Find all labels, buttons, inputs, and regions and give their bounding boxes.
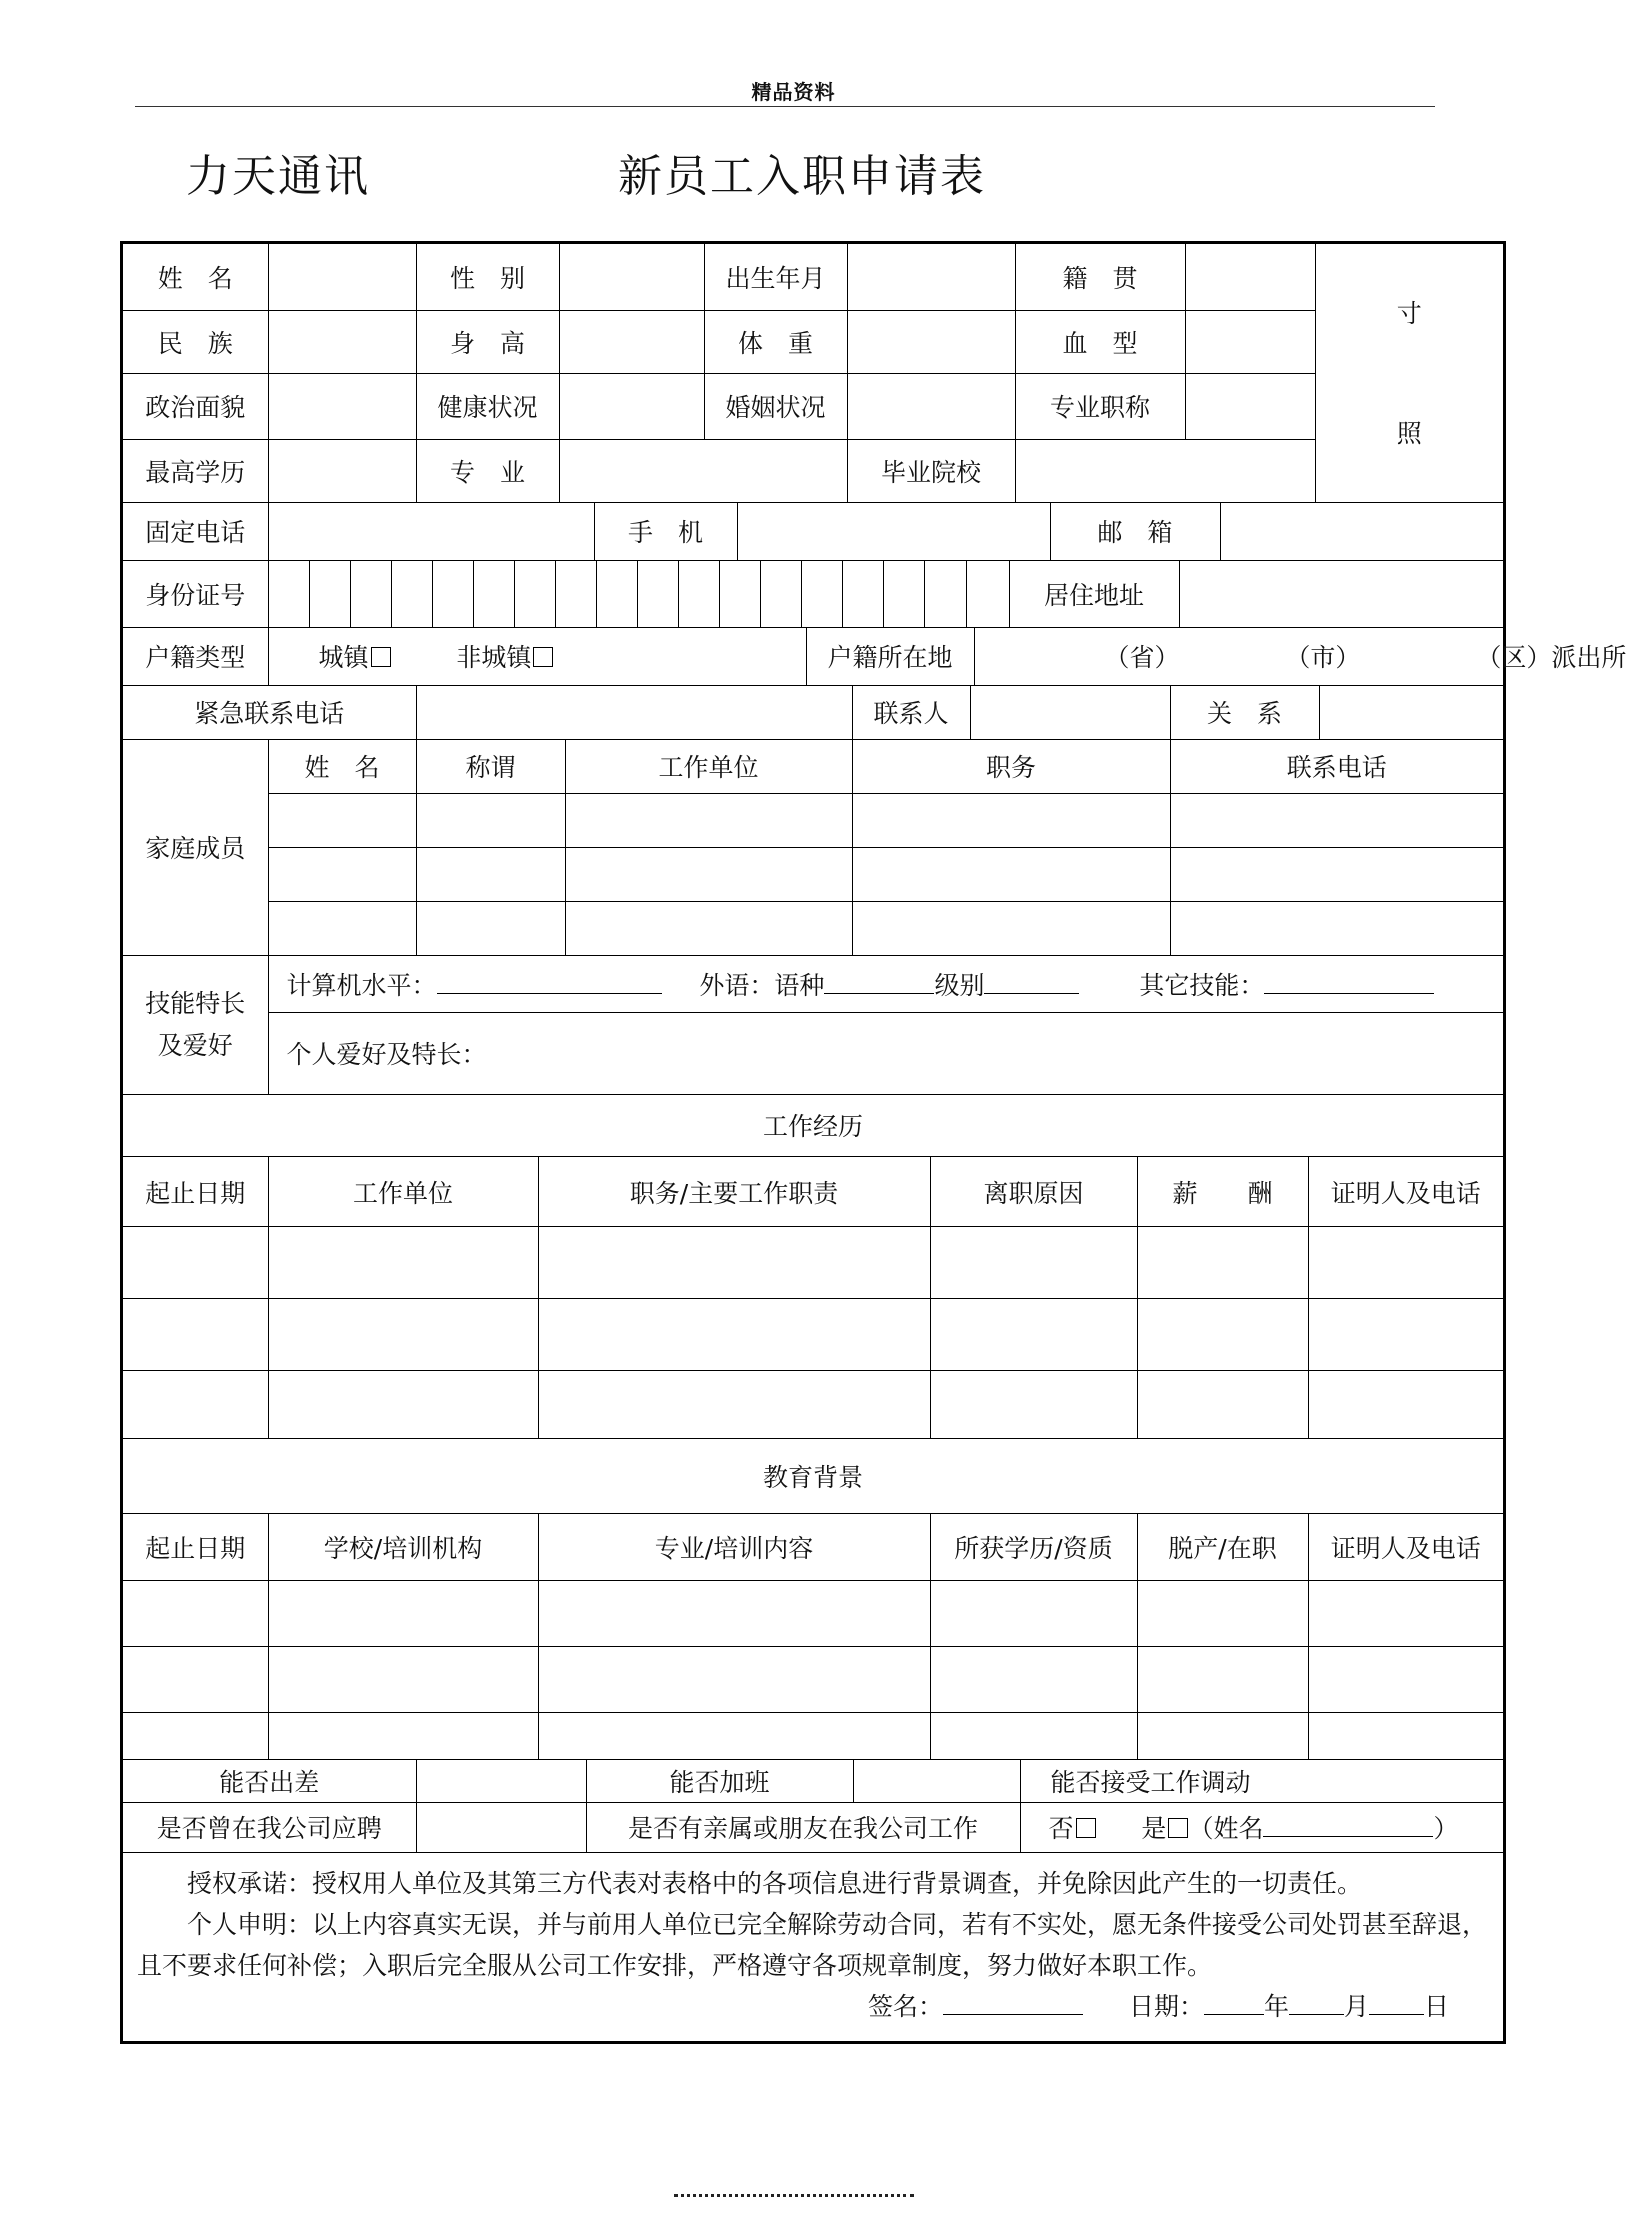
no-option-label: 否 [1048,1814,1074,1844]
relative-name-label: （姓名 [1188,1814,1264,1844]
signature-line [137,1986,1489,2027]
family-cell[interactable] [416,794,565,848]
footer-dots [674,2194,914,2197]
applied-label: 是否曾在我公司应聘 [123,1803,416,1852]
table-row [123,1712,1503,1759]
work-cell[interactable] [1308,1227,1503,1299]
family-label: 家庭成员 [123,740,268,956]
language-label: 外语：语种 [699,970,825,1000]
travel-field[interactable] [416,1760,586,1803]
hukou-type-options [268,628,806,686]
yes-option-label: 是 [1141,1814,1167,1844]
edu-cell[interactable] [930,1646,1137,1712]
edu-cell[interactable] [1137,1646,1308,1712]
table-row [123,1580,1503,1646]
skills-table [123,956,1503,1095]
table-row [123,1299,1503,1371]
declaration-text: 个人申明：以上内容真实无误，并与前用人单位已完全解除劳动合同，若有不实处，愿无条件接受公司处罚甚至辞退，且不要求任何补偿；入职后完全服从公司工作安排，严格遵守各项规章制度，努力做好本职工作。 [137,1909,1488,1980]
family-col-relation: 称谓 [416,740,565,794]
computer-field[interactable] [437,969,662,994]
work-cell[interactable] [268,1299,538,1371]
no-checkbox[interactable] [1076,1818,1096,1838]
photo-label-2: 照 [1396,419,1422,448]
edu-cell[interactable] [1308,1580,1503,1646]
name-field[interactable] [268,244,416,310]
edu-cell[interactable] [1137,1712,1308,1759]
sign-label: 签名： [868,1991,944,2021]
id-digit-box[interactable] [309,561,350,627]
education-label: 最高学历 [123,439,268,502]
table-row [123,1227,1503,1299]
work-cell[interactable] [1137,1227,1308,1299]
work-cell[interactable] [1308,1371,1503,1439]
skills-line [268,956,1503,1012]
id-digit-box[interactable] [924,561,966,627]
level-label: 级别 [934,970,985,1000]
photo-box[interactable] [1315,244,1503,502]
family-table [123,740,1503,957]
overtime-label: 能否加班 [586,1760,853,1803]
table-row [123,902,1503,956]
work-cell[interactable] [930,1371,1137,1439]
year-field[interactable] [1204,1990,1264,2015]
level-field[interactable] [984,969,1079,994]
health-label: 健康状况 [416,373,559,439]
contact-label: 联系人 [852,686,970,739]
family-cell[interactable] [852,794,1170,848]
other-skills-label: 其它技能： [1139,970,1265,1000]
id-digit-box[interactable] [801,561,842,627]
table-row [123,1646,1503,1712]
relatives-label: 是否有亲属或朋友在我公司工作 [586,1803,1020,1852]
work-col-employer: 工作单位 [268,1157,538,1227]
other-skills-field[interactable] [1264,969,1434,994]
family-col-name: 姓 名 [268,740,416,794]
day-label: 日 [1423,1991,1449,2021]
family-cell[interactable] [852,848,1170,902]
emergency-label: 紧急联系电话 [123,686,416,739]
id-table [123,561,1503,628]
work-cell[interactable] [123,1299,268,1371]
edu-col-dates: 起止日期 [123,1513,268,1580]
id-digit-box[interactable] [268,561,309,627]
native-field[interactable] [1185,244,1315,310]
basic-info-table [123,244,1503,503]
skills-label-line2: 及爱好 [157,1030,233,1060]
mobile-field[interactable] [737,503,1050,561]
non-urban-option-label: 非城镇 [456,643,532,673]
work-cell[interactable] [268,1371,538,1439]
work-cell[interactable] [930,1227,1137,1299]
address-field[interactable] [1179,561,1503,627]
edu-cell[interactable] [123,1580,268,1646]
id-digit-box[interactable] [514,561,555,627]
edu-cell[interactable] [1137,1580,1308,1646]
edu-col-reference: 证明人及电话 [1308,1513,1503,1580]
relation-label: 关 系 [1170,686,1319,739]
skills-label-line1: 技能特长 [145,988,246,1018]
edu-cell[interactable] [268,1646,538,1712]
gender-field[interactable] [559,244,704,310]
relatives-options [1020,1803,1503,1852]
work-col-salary: 薪 酬 [1137,1157,1308,1227]
family-col-position: 职务 [852,740,1170,794]
id-digit-box[interactable] [966,561,1009,627]
province-label: （省） [1104,643,1180,673]
edu-col-content: 专业/培训内容 [538,1513,930,1580]
work-cell[interactable] [268,1227,538,1299]
work-cell[interactable] [123,1227,268,1299]
family-cell[interactable] [416,902,565,956]
month-label: 月 [1343,1991,1369,2021]
blood-label: 血 型 [1015,310,1185,373]
education-field[interactable] [268,439,416,502]
phone-label: 固定电话 [123,503,268,561]
hukou-location-field[interactable] [974,628,1626,686]
misc-table-2 [123,1803,1503,1853]
transfer-label: 能否接受工作调动 [1020,1760,1503,1803]
photo-label-1: 寸 [1396,299,1422,328]
hukou-location-label: 户籍所在地 [806,628,974,686]
work-col-duties: 职务/主要工作职责 [538,1157,930,1227]
id-digit-box[interactable] [678,561,719,627]
work-cell[interactable] [538,1227,930,1299]
language-field[interactable] [824,969,934,994]
blood-field[interactable] [1185,310,1315,373]
title-label: 专业职称 [1015,373,1185,439]
native-label: 籍 贯 [1015,244,1185,310]
id-digit-box[interactable] [719,561,760,627]
id-digit-box[interactable] [391,561,432,627]
table-row [123,1371,1503,1439]
birth-field[interactable] [847,244,1015,310]
id-digit-box[interactable] [883,561,924,627]
family-cell[interactable] [268,848,416,902]
id-label: 身份证号 [123,561,268,627]
family-cell[interactable] [1170,902,1503,956]
non-urban-checkbox[interactable] [533,647,553,667]
form-title: 新员工入职申请表 [618,151,986,202]
family-cell[interactable] [852,902,1170,956]
address-label: 居住地址 [1009,561,1179,627]
applied-field[interactable] [416,1803,586,1852]
family-col-phone: 联系电话 [1170,740,1503,794]
family-col-employer: 工作单位 [565,740,852,794]
edu-cell[interactable] [123,1646,268,1712]
work-cell[interactable] [123,1371,268,1439]
edu-cell[interactable] [123,1712,268,1759]
misc-table [123,1760,1503,1804]
id-digit-box[interactable] [350,561,391,627]
edu-col-degree: 所获学历/资质 [930,1513,1137,1580]
id-digit-box[interactable] [760,561,801,627]
hobby-line[interactable] [268,1012,1503,1094]
work-cell[interactable] [538,1299,930,1371]
school-label: 毕业院校 [847,439,1015,502]
marital-field[interactable] [847,373,1015,439]
major-field[interactable] [559,439,847,502]
company-name: 力天通讯 [186,151,370,202]
city-label: （市） [1285,643,1361,673]
authorization-text: 授权承诺：授权用人单位及其第三方代表对表格中的各项信息进行背景调查，并免除因此产生的一切责任。 [187,1868,1363,1898]
work-table [123,1095,1503,1440]
relative-name-close: ） [1433,1814,1459,1844]
edu-cell[interactable] [268,1712,538,1759]
edu-cell[interactable] [538,1580,930,1646]
header-rule [135,106,1435,107]
education-table [123,1439,1503,1760]
marital-label: 婚姻状况 [704,373,847,439]
edu-cell[interactable] [930,1712,1137,1759]
ethnic-label: 民 族 [123,310,268,373]
family-cell[interactable] [268,794,416,848]
hobby-label: 个人爱好及特长： [286,1040,487,1069]
signature-field[interactable] [943,1990,1083,2015]
height-field[interactable] [559,310,704,373]
table-row [123,848,1503,902]
hukou-type-label: 户籍类型 [123,628,268,686]
computer-label: 计算机水平： [286,970,437,1000]
table-row [123,794,1503,848]
family-cell[interactable] [565,848,852,902]
height-label: 身 高 [416,310,559,373]
skills-label [123,956,268,1094]
family-cell[interactable] [565,902,852,956]
hukou-table [123,628,1626,687]
id-digit-box[interactable] [432,561,473,627]
application-form [120,241,1626,2044]
major-label: 专 业 [416,439,559,502]
political-label: 政治面貌 [123,373,268,439]
contact-field[interactable] [970,686,1170,739]
birth-label: 出生年月 [704,244,847,310]
year-label: 年 [1263,1991,1289,2021]
work-cell[interactable] [1137,1299,1308,1371]
urban-checkbox[interactable] [371,647,391,667]
yes-checkbox[interactable] [1168,1818,1188,1838]
edu-section-title: 教育背景 [123,1439,1503,1513]
work-cell[interactable] [1137,1371,1308,1439]
overtime-field[interactable] [853,1760,1020,1803]
name-label: 姓 名 [123,244,268,310]
travel-label: 能否出差 [123,1760,416,1803]
edu-col-mode: 脱产/在职 [1137,1513,1308,1580]
work-col-dates: 起止日期 [123,1157,268,1227]
work-col-reason: 离职原因 [930,1157,1137,1227]
work-cell[interactable] [1308,1299,1503,1371]
family-cell[interactable] [268,902,416,956]
id-digit-box[interactable] [596,561,637,627]
work-section-title: 工作经历 [123,1095,1503,1157]
family-cell[interactable] [416,848,565,902]
work-cell[interactable] [538,1371,930,1439]
mobile-label: 手 机 [594,503,737,561]
email-label: 邮 箱 [1050,503,1220,561]
phone-field[interactable] [268,503,594,561]
edu-cell[interactable] [538,1646,930,1712]
school-field[interactable] [1015,439,1315,502]
phone-table [123,503,1503,562]
health-field[interactable] [559,373,704,439]
edu-cell[interactable] [538,1712,930,1759]
emergency-field[interactable] [416,686,852,739]
edu-col-school: 学校/培训机构 [268,1513,538,1580]
email-field[interactable] [1220,503,1503,561]
ethnic-field[interactable] [268,310,416,373]
id-digit-box[interactable] [473,561,514,627]
id-digit-box[interactable] [637,561,678,627]
work-cell[interactable] [930,1299,1137,1371]
political-field[interactable] [268,373,416,439]
id-digit-box[interactable] [842,561,883,627]
edu-cell[interactable] [268,1580,538,1646]
title-field[interactable] [1185,373,1315,439]
weight-field[interactable] [847,310,1015,373]
family-cell[interactable] [1170,848,1503,902]
edu-cell[interactable] [930,1580,1137,1646]
statement-table [123,1853,1503,2041]
day-field[interactable] [1369,1990,1424,2015]
family-cell[interactable] [1170,794,1503,848]
statement-block [123,1853,1503,2041]
month-field[interactable] [1289,1990,1344,2015]
emergency-table [123,686,1503,740]
relative-name-field[interactable] [1263,1812,1433,1837]
work-col-reference: 证明人及电话 [1308,1157,1503,1227]
gender-label: 性 别 [416,244,559,310]
district-label: （区）派出所 [1476,643,1626,673]
weight-label: 体 重 [704,310,847,373]
family-cell[interactable] [565,794,852,848]
edu-cell[interactable] [1308,1712,1503,1759]
urban-option-label: 城镇 [318,643,369,673]
relation-field[interactable] [1319,686,1503,739]
id-digit-box[interactable] [555,561,596,627]
edu-cell[interactable] [1308,1646,1503,1712]
date-label: 日期： [1128,1991,1204,2021]
header-label: 精品资料 [751,80,836,104]
